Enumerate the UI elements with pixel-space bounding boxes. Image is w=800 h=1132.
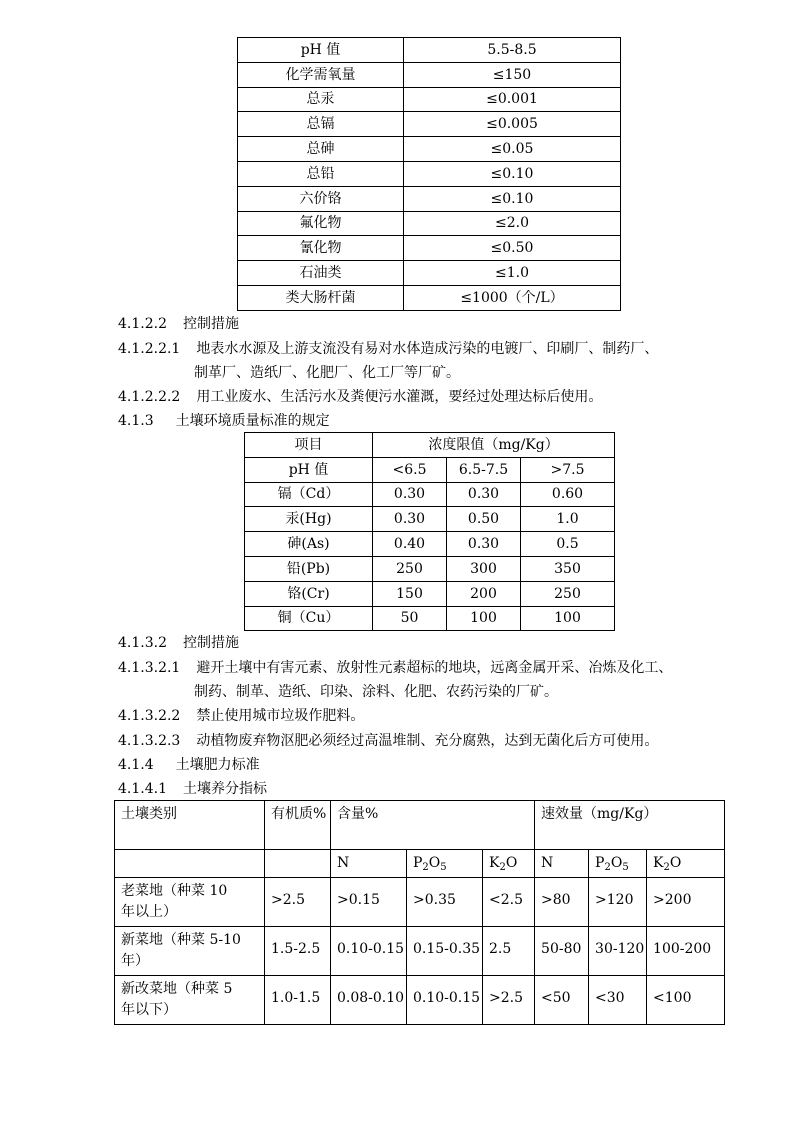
- water-row: [238, 62, 621, 87]
- para-4-1-2-2-2: 4.1.2.2.2 用工业废水、生活污水及粪便污水灌溉，要经过处理达标后使用。: [118, 389, 603, 405]
- heading-4-1-2-2: 4.1.2.2 控制措施: [118, 316, 239, 332]
- para-4-1-3-2-2: 4.1.3.2.2 禁止使用城市垃圾作肥料。: [118, 708, 365, 724]
- water-row: [238, 285, 621, 310]
- water-row: [238, 112, 621, 137]
- water-param: 总镉: [238, 112, 404, 137]
- soil-row: [245, 507, 615, 532]
- fert-value: 0.08-0.10: [331, 976, 407, 1025]
- water-row: [238, 38, 621, 63]
- soil-value: 100: [447, 606, 521, 631]
- fert-value: <2.5: [483, 878, 535, 927]
- fert-type: [115, 976, 265, 1025]
- soil-row: [245, 532, 615, 557]
- soil-value: 50: [373, 606, 447, 631]
- fert-header-organic: 有机质%: [265, 801, 331, 850]
- water-limit: ≤0.005: [404, 112, 621, 137]
- soil-row: [245, 606, 615, 631]
- water-row: [238, 261, 621, 286]
- fert-type-line2: 年以下）: [121, 1002, 177, 1018]
- fert-value: <30: [589, 976, 647, 1025]
- soil-ph-high: >7.5: [521, 457, 615, 482]
- para-4-1-3-2-1-cont: 制药、制革、造纸、印染、涂料、化肥、农药污染的厂矿。: [194, 684, 558, 700]
- para-4-1-3-2-3: 4.1.3.2.3 动植物废弃物沤肥必须经过高温堆制、充分腐熟，达到无菌化后方可使用。: [118, 733, 659, 749]
- soil-value: 0.5: [521, 532, 615, 557]
- water-row: [238, 137, 621, 162]
- soil-fertility-table: [114, 800, 725, 1025]
- fert-value: >200: [647, 878, 725, 927]
- soil-value: 200: [447, 581, 521, 606]
- soil-value: 0.30: [447, 482, 521, 507]
- water-param: 化学需氧量: [238, 62, 404, 87]
- fert-sub-blank-1: [115, 850, 265, 878]
- soil-value: 350: [521, 556, 615, 581]
- fert-value: 0.10-0.15: [331, 927, 407, 976]
- fert-type-line2: 年以上）: [121, 904, 177, 920]
- fert-header-type: 土壤类别: [115, 801, 265, 850]
- fert-value: >2.5: [265, 878, 331, 927]
- soil-value: 300: [447, 556, 521, 581]
- water-limit: 5.5-8.5: [404, 38, 621, 63]
- fert-type-line2: 年）: [121, 953, 149, 969]
- water-row: [238, 186, 621, 211]
- fert-value: >80: [535, 878, 589, 927]
- soil-value: 1.0: [521, 507, 615, 532]
- water-limit: ≤1.0: [404, 261, 621, 286]
- heading-4-1-3: 4.1.3 土壤环境质量标准的规定: [118, 413, 330, 429]
- soil-quality-table: [244, 432, 615, 631]
- fert-value: 2.5: [483, 927, 535, 976]
- water-limit: ≤0.50: [404, 236, 621, 261]
- fert-value: 1.0-1.5: [265, 976, 331, 1025]
- fert-row: [115, 927, 725, 976]
- heading-4-1-3-2: 4.1.3.2 控制措施: [118, 635, 239, 651]
- fert-header-content: 含量%: [331, 801, 535, 850]
- soil-value: 0.30: [447, 532, 521, 557]
- water-row: [238, 236, 621, 261]
- soil-value: 100: [521, 606, 615, 631]
- water-limit: ≤0.05: [404, 137, 621, 162]
- soil-header-item: 项目: [245, 433, 373, 458]
- water-quality-table: [237, 37, 621, 311]
- water-param: 类大肠杆菌: [238, 285, 404, 310]
- soil-ph-mid: 6.5-7.5: [447, 457, 521, 482]
- para-4-1-3-2-1: 4.1.3.2.1 避开土壤中有害元素、放射性元素超标的地块，远离金属开采、冶炼及化工、: [118, 660, 673, 676]
- water-param: 总砷: [238, 137, 404, 162]
- fert-value: 30-120: [589, 927, 647, 976]
- fert-sub-n: N: [331, 850, 407, 878]
- water-row: [238, 211, 621, 236]
- soil-ph-low: <6.5: [373, 457, 447, 482]
- fert-value: >0.35: [407, 878, 483, 927]
- heading-4-1-4: 4.1.4 土壤肥力标准: [118, 757, 260, 773]
- water-limit: ≤0.001: [404, 87, 621, 112]
- soil-row: [245, 482, 615, 507]
- fert-value: 1.5-2.5: [265, 927, 331, 976]
- fert-row: [115, 878, 725, 927]
- fert-value: >0.15: [331, 878, 407, 927]
- fert-value: 100-200: [647, 927, 725, 976]
- fert-sub-p2o5: $P_2O_5$: [407, 850, 483, 878]
- water-row: [238, 161, 621, 186]
- fert-header-available: 速效量（mg/Kg）: [535, 801, 725, 850]
- soil-value: 250: [521, 581, 615, 606]
- fert-row: [115, 976, 725, 1025]
- water-param: 总汞: [238, 87, 404, 112]
- fert-type-line1: 新改菜地（种菜 5: [121, 981, 233, 997]
- soil-value: 0.40: [373, 532, 447, 557]
- fert-sub-p2o5-available: $P_2O_5$: [589, 850, 647, 878]
- soil-row: [245, 556, 615, 581]
- para-4-1-2-2-1: 4.1.2.2.1 地表水水源及上游支流没有易对水体造成污染的电镀厂、印刷厂、制药厂、: [118, 341, 659, 357]
- fert-value: 0.15-0.35: [407, 927, 483, 976]
- water-limit: ≤2.0: [404, 211, 621, 236]
- fert-sub-k2o: $K_2O$: [483, 850, 535, 878]
- soil-element: 汞(Hg): [245, 507, 373, 532]
- soil-header-limit: 浓度限值（mg/Kg）: [373, 433, 615, 458]
- soil-value: 0.30: [373, 482, 447, 507]
- fert-value: <50: [535, 976, 589, 1025]
- water-param: 石油类: [238, 261, 404, 286]
- soil-element: 铅(Pb): [245, 556, 373, 581]
- fert-type: [115, 878, 265, 927]
- soil-value: 0.60: [521, 482, 615, 507]
- soil-value: 250: [373, 556, 447, 581]
- fert-type-line1: 老菜地（种菜 10: [121, 883, 228, 899]
- soil-ph-label: pH 值: [245, 457, 373, 482]
- soil-value: 150: [373, 581, 447, 606]
- water-param: 氟化物: [238, 211, 404, 236]
- water-limit: ≤1000（个/L）: [404, 285, 621, 310]
- fert-value: 0.10-0.15: [407, 976, 483, 1025]
- soil-value: 0.30: [373, 507, 447, 532]
- water-limit: ≤150: [404, 62, 621, 87]
- water-param: 六价铬: [238, 186, 404, 211]
- fert-sub-n-available: N: [535, 850, 589, 878]
- fert-value: 50-80: [535, 927, 589, 976]
- water-param: 氰化物: [238, 236, 404, 261]
- fert-value: >120: [589, 878, 647, 927]
- water-param: pH 值: [238, 38, 404, 63]
- fert-value: >2.5: [483, 976, 535, 1025]
- soil-element: 铬(Cr): [245, 581, 373, 606]
- fert-type: [115, 927, 265, 976]
- fert-value: <100: [647, 976, 725, 1025]
- water-param: 总铅: [238, 161, 404, 186]
- water-limit: ≤0.10: [404, 186, 621, 211]
- soil-row: [245, 581, 615, 606]
- soil-element: 砷(As): [245, 532, 373, 557]
- water-limit: ≤0.10: [404, 161, 621, 186]
- soil-element: 镉（Cd）: [245, 482, 373, 507]
- fert-type-line1: 新菜地（种菜 5-10: [121, 932, 241, 948]
- heading-4-1-4-1: 4.1.4.1 土壤养分指标: [118, 781, 267, 797]
- fert-sub-k2o-available: $K_2O$: [647, 850, 725, 878]
- fert-sub-blank-2: [265, 850, 331, 878]
- para-4-1-2-2-1-cont: 制革厂、造纸厂、化肥厂、化工厂等厂矿。: [194, 365, 460, 381]
- soil-value: 0.50: [447, 507, 521, 532]
- soil-element: 铜（Cu）: [245, 606, 373, 631]
- water-row: [238, 87, 621, 112]
